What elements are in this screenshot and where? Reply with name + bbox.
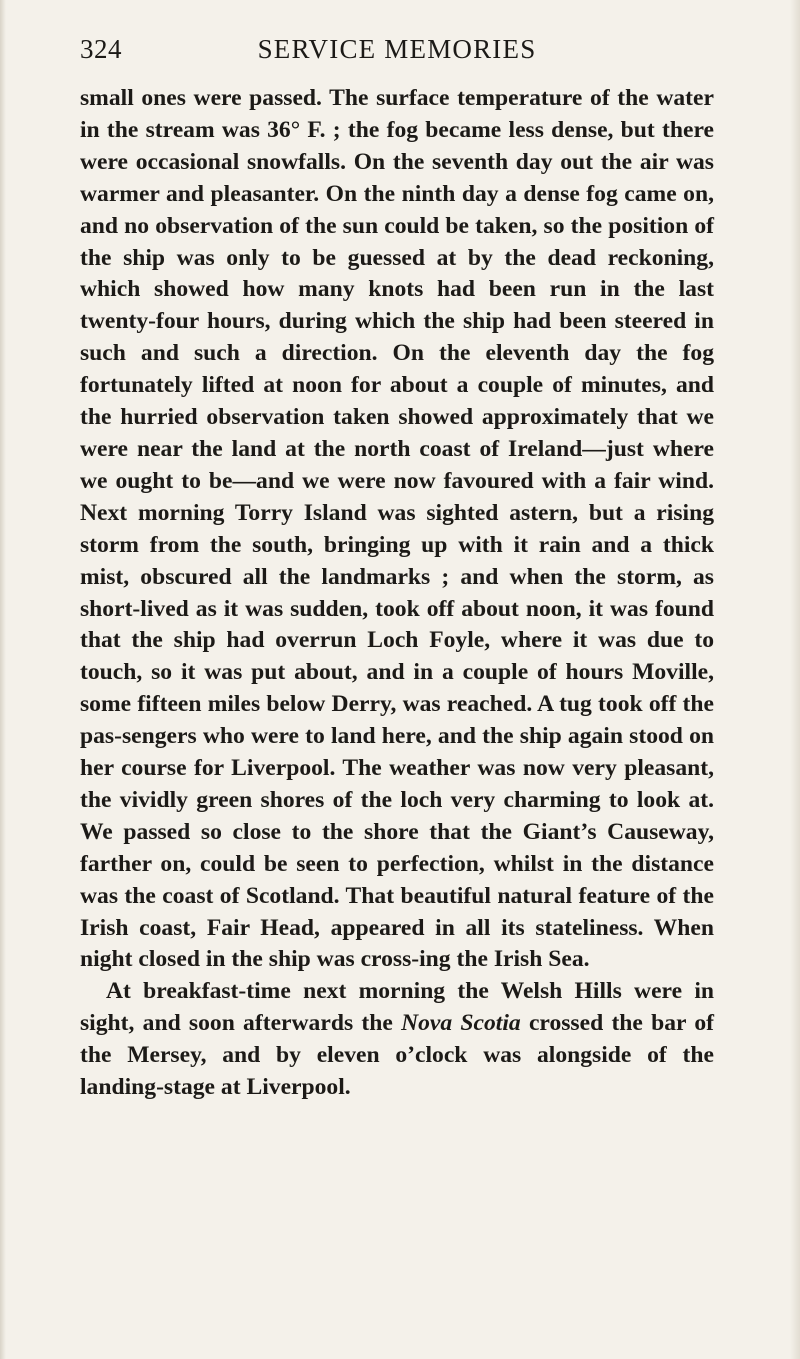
page-number: 324 xyxy=(80,34,122,64)
body-text xyxy=(80,83,714,1104)
ship-name: Nova Scotia xyxy=(401,1010,521,1037)
paragraph-1: small ones were passed. The surface temperature of the water in the stream was 36° F. ; the fog became less dense, but there were occasional snowfalls. On the seventh day out the air was warmer and pleasanter. On the ninth day a dense fog came on, and no observation of the sun could be taken, so the position of the ship was only to be guessed at by the dead reckoning, which showed how many knots had been run in the last twenty-four hours, during which the ship had been steered in such and such a direction. On the eleventh day the fog fortunately lifted at noon for about a couple of minutes, and the hurried observation taken showed approximately that we were near the land at the north coast of Ireland—just where we ought to be—and we were now favoured with a fair wind. Next morning Torry Island was sighted astern, but a rising storm from the south, bringing up with it rain and a thick mist, obscured all the landmarks ; and when the storm, as short-lived as it was sudden, took off about noon, it was found that the ship had overrun Loch Foyle, where it was due to touch, so it was put about, and in a couple of hours Moville, some fifteen miles below Derry, was reached. A tug took off the pas-sengers who were to land here, and the ship again stood on her course for Liverpool. The weather was now very pleasant, the vividly green shores of the loch very charming to look at. We passed so close to the shore that the Giant’s Causeway, farther on, could be seen to perfection, whilst in the distance was the coast of Scotland. That beautiful natural feature of the Irish coast, Fair Head, appeared in all its stateliness. When night closed in the ship was cross-ing the Irish Sea. xyxy=(80,85,714,973)
paragraph-2 xyxy=(80,976,714,1104)
page-edge-shadow-left xyxy=(0,0,6,1359)
paragraph-2-after-ship: crossed the bar of the Mersey, and by eleven o’clock was alongside of the landing-stage at Liverpool. xyxy=(80,1010,714,1101)
running-title: SERVICE MEMORIES xyxy=(257,34,537,64)
page-edge-shadow-right xyxy=(790,0,800,1359)
running-head xyxy=(80,26,714,66)
paragraph-2-before-ship: At breakfast-time next morning the Welsh Hills were in sight, and soon afterwards the xyxy=(80,978,714,1037)
